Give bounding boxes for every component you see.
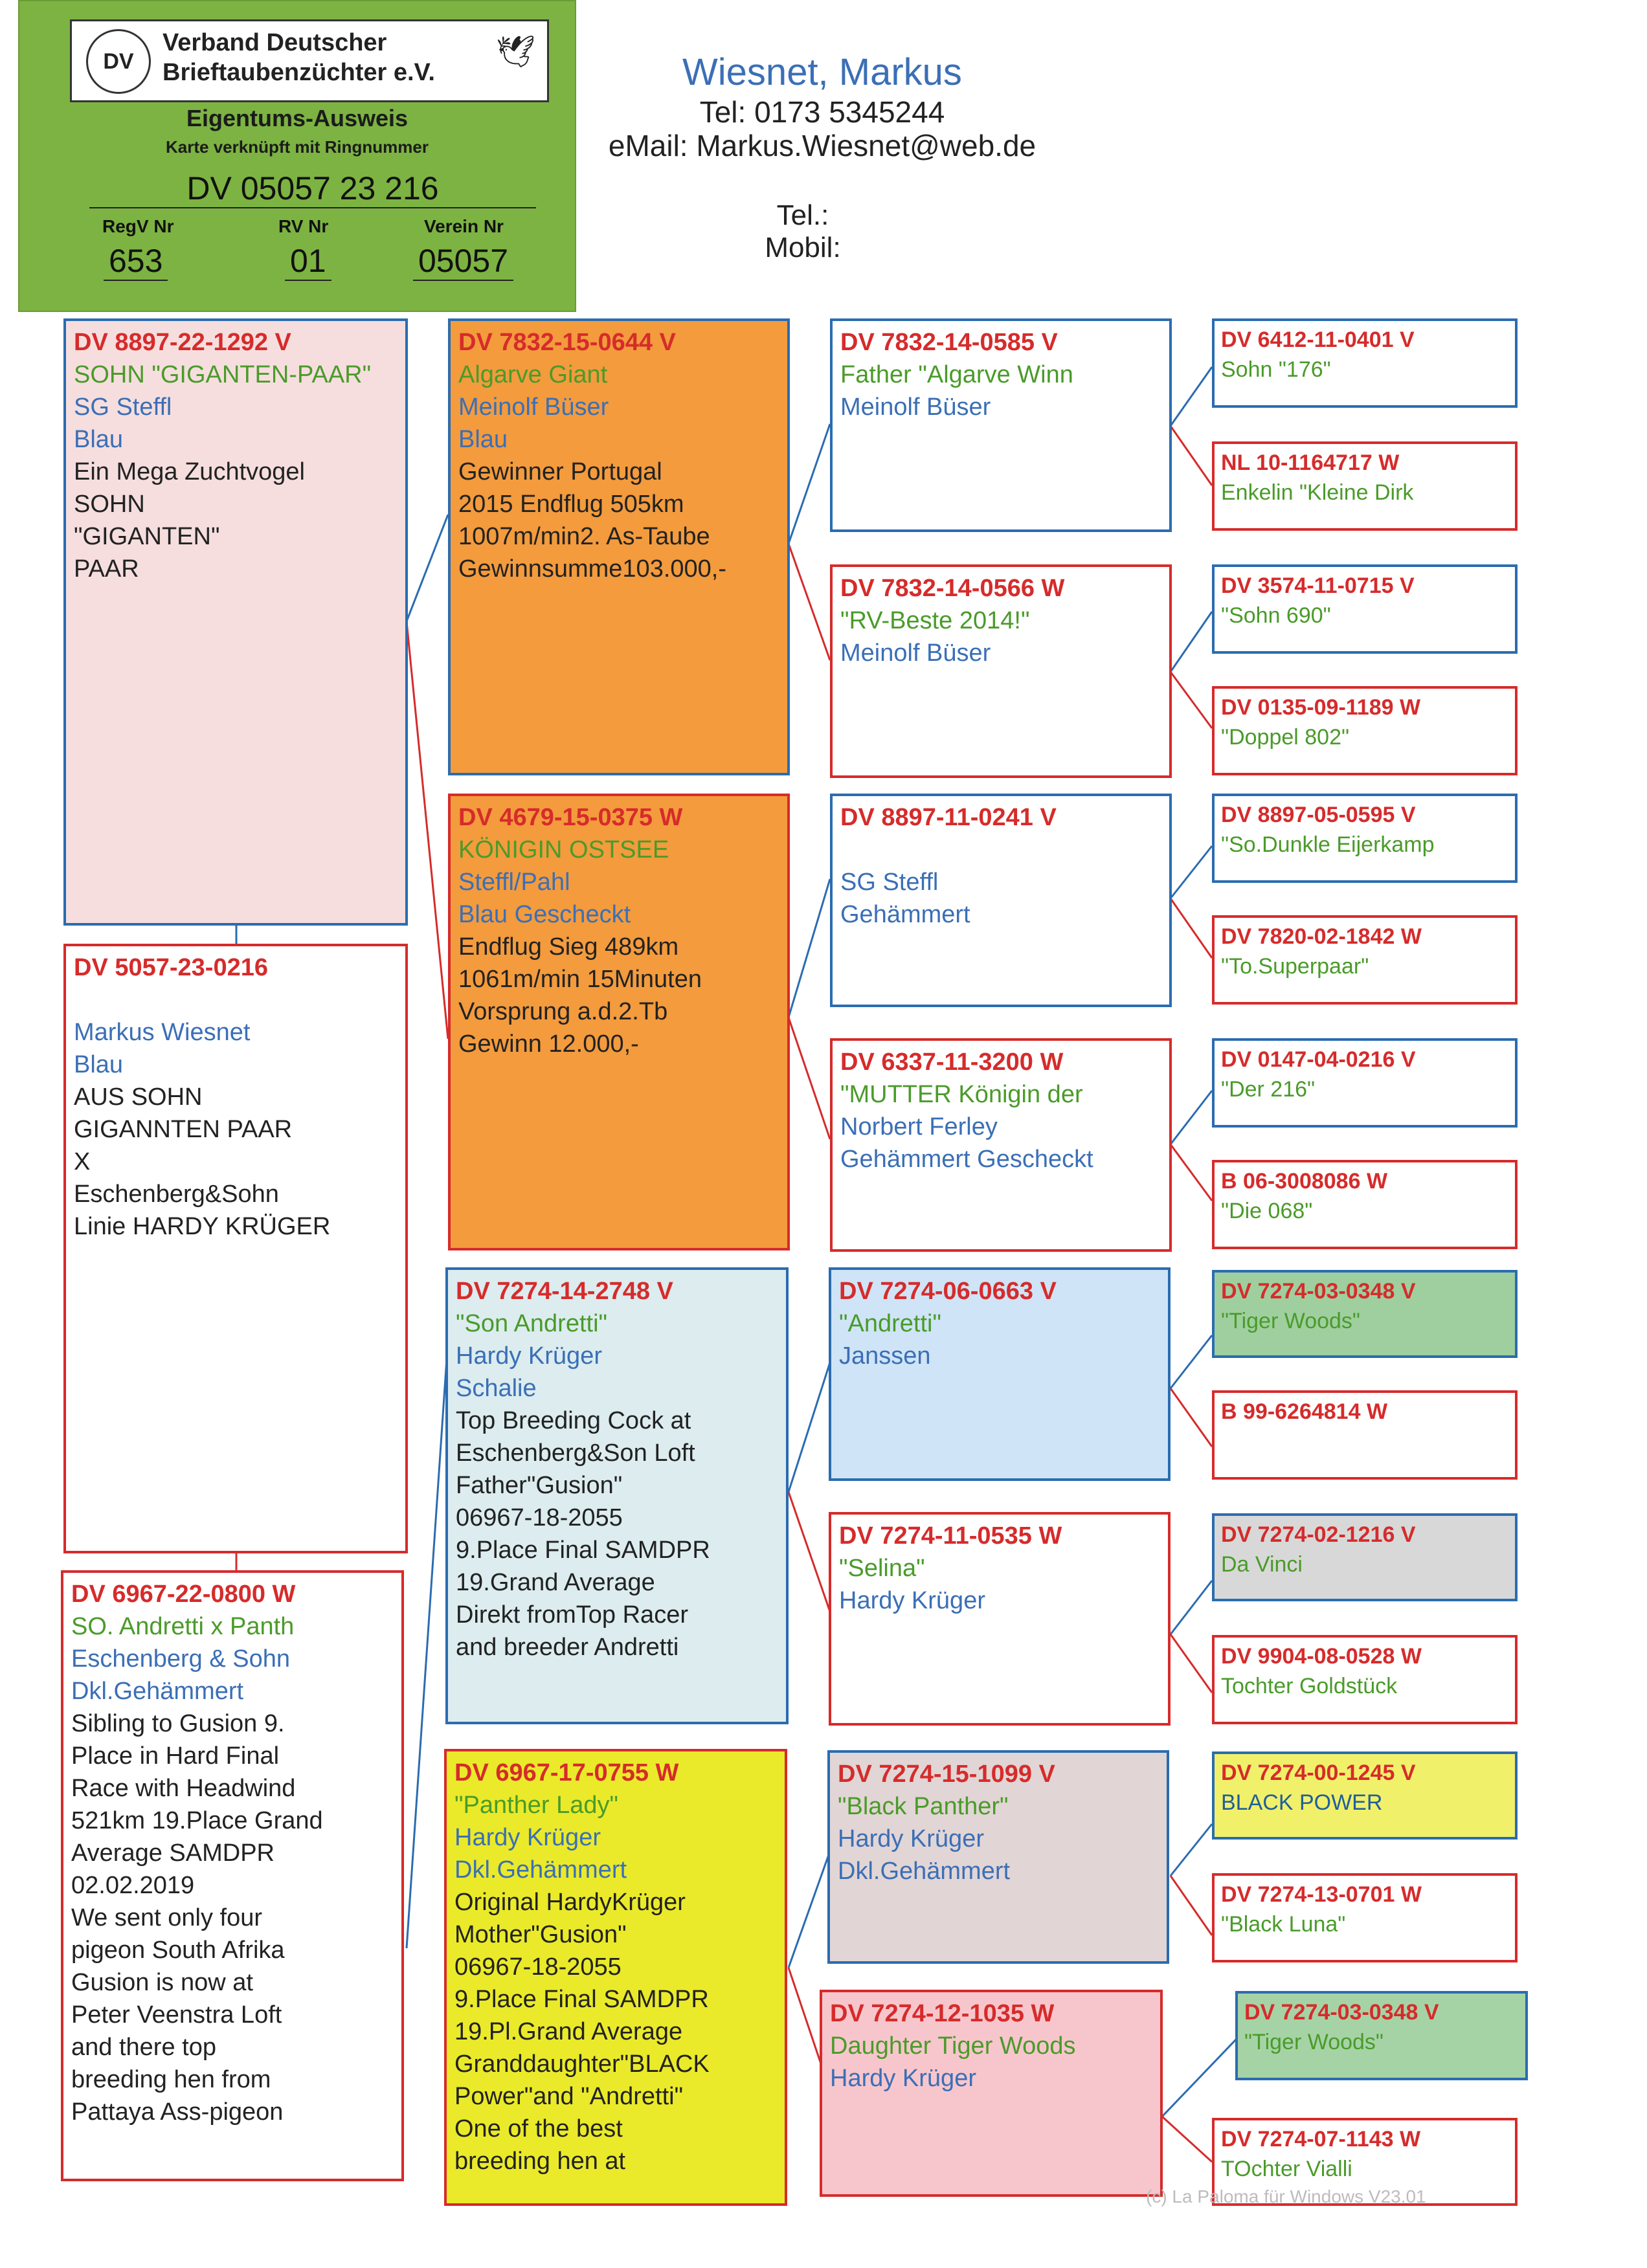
gen4-box-16: DV 7274-07-1143 W TOchter Vialli — [1212, 2118, 1518, 2206]
software-watermark: (c) La Paloma für Windows V23.01 — [1146, 2186, 1426, 2207]
grandsire-paternal-box: DV 7832-15-0644 V Algarve Giant Meinolf Büser Blau Gewinner Portugal 2015 Endflug 505km 1007m/min2. As-Taube Gewinnsumme103.000,- — [448, 318, 790, 775]
regv-label: RegV Nr — [102, 216, 174, 236]
owner-name: Wiesnet, Markus — [682, 51, 962, 93]
gen4-box-6: DV 7820-02-1842 W "To.Superpaar" — [1212, 915, 1518, 1005]
owner-tel-label: Tel.: — [776, 199, 829, 231]
gen3-box-1: DV 7832-14-0585 V Father "Algarve Winn Meinolf Büser — [830, 318, 1172, 532]
subject-pigeon-box: DV 5057-23-0216 Markus Wiesnet Blau AUS SOHN GIGANNTEN PAAR X Eschenberg&Sohn Linie HARDY KRÜGER — [63, 944, 408, 1553]
gen4-box-4: DV 0135-09-1189 W "Doppel 802" — [1212, 686, 1518, 775]
sire-box: DV 8897-22-1292 V SOHN "GIGANTEN-PAAR" SG Steffl Blau Ein Mega Zuchtvogel SOHN "GIGANTEN" PAAR — [63, 318, 408, 926]
card-title: Eigentums-Ausweis — [186, 105, 409, 131]
grandsire-maternal-box: DV 7274-14-2748 V "Son Andretti" Hardy Krüger Schalie Top Breeding Cock at Eschenberg&Son Loft Father"Gusion" 06967-18-2055 9.Place Final SAMDPR 19.Grand Average Direkt fromTop Racer and breeder Andretti — [445, 1267, 789, 1724]
association-logo-box — [70, 19, 549, 102]
gen4-box-13: DV 7274-00-1245 V BLACK POWER — [1212, 1751, 1518, 1840]
ownership-card — [18, 0, 576, 312]
gen4-box-10: B 99-6264814 W — [1212, 1390, 1518, 1480]
association-name: Verband Deutscher Brieftaubenzüchter e.V. — [162, 29, 435, 86]
gen4-box-11: DV 7274-02-1216 V Da Vinci — [1212, 1513, 1518, 1601]
gen4-box-14: DV 7274-13-0701 W "Black Luna" — [1212, 1873, 1518, 1962]
regv-value: 653 — [104, 242, 168, 281]
gen3-box-2: DV 7832-14-0566 W "RV-Beste 2014!" Meinolf Büser — [830, 564, 1172, 778]
gen4-box-9: DV 7274-03-0348 V "Tiger Woods" — [1212, 1270, 1518, 1358]
dv-badge-icon: DV — [86, 29, 151, 94]
gen4-box-3: DV 3574-11-0715 V "Sohn 690" — [1212, 564, 1518, 654]
gen3-box-7: DV 7274-15-1099 V "Black Panther" Hardy Krüger Dkl.Gehämmert — [827, 1750, 1169, 1964]
gen3-box-8: DV 7274-12-1035 W Daughter Tiger Woods Hardy Krüger — [820, 1990, 1163, 2197]
gen4-box-12: DV 9904-08-0528 W Tochter Goldstück — [1212, 1635, 1518, 1724]
rv-value: 01 — [285, 242, 331, 281]
gen3-box-5: DV 7274-06-0663 V "Andretti" Janssen — [829, 1267, 1171, 1481]
owner-telephone: Tel: 0173 5345244 — [699, 95, 945, 129]
rv-label: RV Nr — [278, 216, 329, 236]
gen3-box-4: DV 6337-11-3200 W "MUTTER Königin der Norbert Ferley Gehämmert Gescheckt — [830, 1038, 1172, 1252]
dam-box: DV 6967-22-0800 W SO. Andretti x Panth Eschenberg & Sohn Dkl.Gehämmert Sibling to Gusion 9. Place in Hard Final Race with Headwind 521km 19.Place Grand Average SAMDPR 02.02.2019 We sent only four pigeon South Afrika Gusion is now at Peter Veenstra Loft and there top breeding hen from Pattaya Ass-pigeon — [61, 1570, 404, 2181]
gen4-box-8: B 06-3008086 W "Die 068" — [1212, 1160, 1518, 1249]
pigeon-icon: 🕊 — [496, 35, 535, 69]
card-subtitle: Karte verknüpft mit Ringnummer — [166, 137, 429, 157]
verein-value: 05057 — [413, 242, 513, 281]
owner-mobil-label: Mobil: — [765, 232, 841, 263]
gen4-box-1: DV 6412-11-0401 V Sohn "176" — [1212, 318, 1518, 408]
verein-label: Verein Nr — [424, 216, 504, 236]
gen4-box-2: NL 10-1164717 W Enkelin "Kleine Dirk — [1212, 441, 1518, 531]
granddam-maternal-box: DV 6967-17-0755 W "Panther Lady" Hardy Krüger Dkl.Gehämmert Original HardyKrüger Mother"Gusion" 06967-18-2055 9.Place Final SAMDPR 19.Pl.Grand Average Granddaughter"BLACK Power"and "Andretti" One of the best breeding hen at — [444, 1749, 787, 2206]
owner-email: eMail: Markus.Wiesnet@web.de — [608, 129, 1036, 162]
card-divider — [89, 207, 536, 208]
gen4-box-5: DV 8897-05-0595 V "So.Dunkle Eijerkamp — [1212, 794, 1518, 883]
gen3-box-6: DV 7274-11-0535 W "Selina" Hardy Krüger — [829, 1512, 1171, 1726]
gen4-box-15: DV 7274-03-0348 V "Tiger Woods" — [1235, 1991, 1528, 2080]
granddam-paternal-box: DV 4679-15-0375 W KÖNIGIN OSTSEE Steffl/Pahl Blau Gescheckt Endflug Sieg 489km 1061m/min 15Minuten Vorsprung a.d.2.Tb Gewinn 12.000,- — [448, 794, 790, 1251]
gen3-box-3: DV 8897-11-0241 V SG Steffl Gehämmert — [830, 794, 1172, 1007]
gen4-box-7: DV 0147-04-0216 V "Der 216" — [1212, 1038, 1518, 1128]
card-ring-number: DV 05057 23 216 — [186, 170, 439, 206]
